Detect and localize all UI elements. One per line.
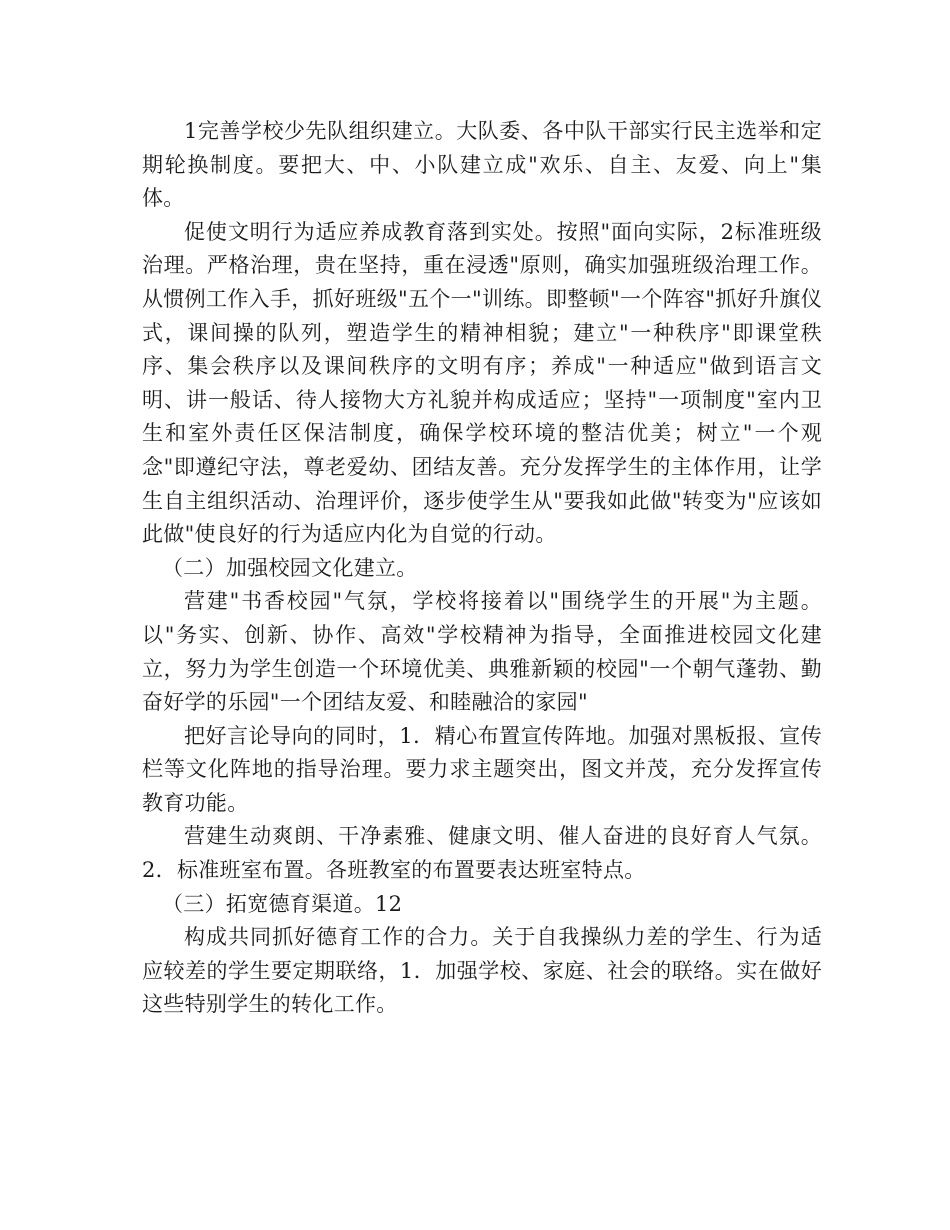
paragraph-2: 促使文明行为适应养成教育落到实处。按照"面向实际，2标准班级治理。严格治理，贵在坚持，重在浸透"原则，确实加强班级治理工作。从惯例工作入手，抓好班级"五个一"训练。即整顿"一个阵容"抓好升旗仪式，课间操的队列，塑造学生的精神相貌；建立"一种秩序"即课堂秩序、集会秩序以及课间秩序的文明有序；养成"一种适应"做到语言文明、讲一般话、待人接物大方礼貌并构成适应；坚持"一项制度"室内卫生和室外责任区保洁制度，确保学校环境的整洁优美；树立"一个观念"即遵纪守法，尊老爱幼、团结友善。充分发挥学生的主体作用，让学生自主组织活动、治理评价，逐步使学生从"要我如此做"转变为"应该如此做"使良好的行为适应内化为自觉的行动。 xyxy=(142,219,822,547)
section-heading-2: （二）加强校园文化建立。 xyxy=(162,555,418,580)
section-heading-3: （三）拓宽德育渠道。12 xyxy=(162,891,403,916)
document-body xyxy=(142,115,822,1022)
paragraph-3: 营建"书香校园"气氛，学校将接着以"围绕学生的开展"为主题。以"务实、创新、协作、高效"学校精神为指导，全面推进校园文化建立，努力为学生创造一个环境优美、典雅新颖的校园"一个朝气蓬勃、勤奋好学的乐园"一个团结友爱、和睦融洽的家园" xyxy=(142,589,822,715)
paragraph-6: 构成共同抓好德育工作的合力。关于自我操纵力差的学生、行为适应较差的学生要定期联络，1．加强学校、家庭、社会的联络。实在做好这些特别学生的转化工作。 xyxy=(142,925,822,1017)
paragraph-5: 营建生动爽朗、干净素雅、健康文明、催人奋进的良好育人气氛。2．标准班室布置。各班教室的布置要表达班室特点。 xyxy=(142,824,822,883)
paragraph-4: 把好言论导向的同时，1．精心布置宣传阵地。加强对黑板报、宣传栏等文化阵地的指导治理。要力求主题突出，图文并茂，充分发挥宣传教育功能。 xyxy=(142,723,822,815)
paragraph-1: 1完善学校少先队组织建立。大队委、各中队干部实行民主选举和定期轮换制度。要把大、中、小队建立成"欢乐、自主、友爱、向上"集体。 xyxy=(142,119,822,211)
